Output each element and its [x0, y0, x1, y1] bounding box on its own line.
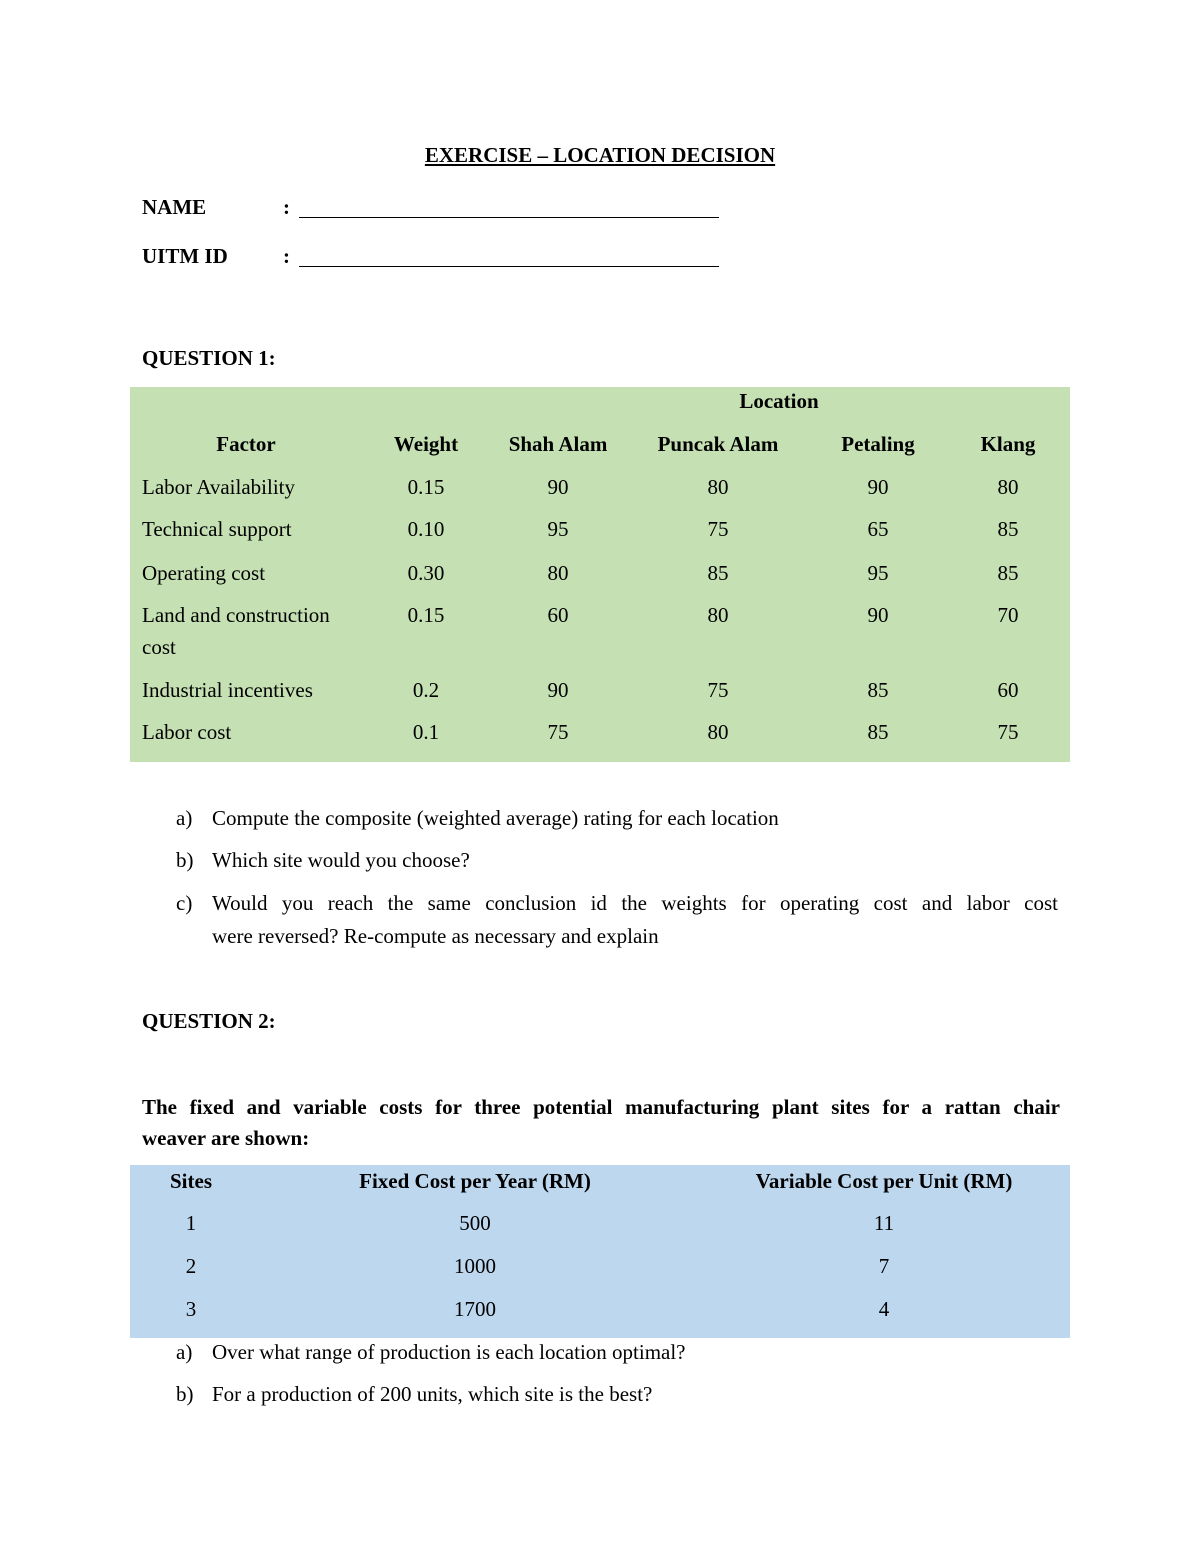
item-text-line1: Would you reach the same conclusion id the weights for operating cost and labor cost	[212, 891, 1058, 915]
q2-intro-line2: weaver are shown:	[142, 1126, 310, 1150]
item-text: Which site would you choose?	[212, 848, 470, 872]
header-weight: Weight	[393, 432, 459, 456]
rating-cell: 85	[707, 561, 729, 585]
rating-cell: 80	[707, 720, 729, 744]
header-shah-alam: Shah Alam	[508, 432, 608, 456]
variable-cost-cell: 4	[878, 1297, 890, 1321]
rating-cell: 90	[547, 475, 569, 499]
uitm-id-blank-line	[299, 266, 719, 267]
item-marker: a)	[176, 806, 193, 830]
q2-item-b	[176, 1382, 1076, 1412]
rating-cell: 75	[707, 517, 729, 541]
rating-cell: 80	[707, 603, 729, 627]
weight-cell: 0.1	[412, 720, 440, 744]
weight-cell: 0.15	[407, 603, 445, 627]
rating-cell: 90	[867, 603, 889, 627]
factor-land-construction-line2: cost	[142, 635, 176, 659]
rating-cell: 70	[997, 603, 1019, 627]
item-marker: a)	[176, 1340, 193, 1364]
rating-cell: 95	[547, 517, 569, 541]
variable-cost-cell: 11	[873, 1211, 895, 1235]
fixed-cost-cell: 500	[459, 1211, 491, 1235]
site-cost-table	[130, 1165, 1070, 1338]
item-text: Compute the composite (weighted average) rating for each location	[212, 806, 779, 830]
q1-item-a	[176, 806, 1076, 836]
item-marker: b)	[176, 1382, 194, 1406]
q2-item-a	[176, 1340, 1076, 1370]
header-sites: Sites	[170, 1169, 212, 1193]
rating-cell: 85	[997, 517, 1019, 541]
weight-cell: 0.10	[407, 517, 445, 541]
site-number: 1	[185, 1211, 197, 1235]
fixed-cost-cell: 1000	[454, 1254, 496, 1278]
rating-cell: 60	[997, 678, 1019, 702]
rating-cell: 85	[867, 678, 889, 702]
header-petaling: Petaling	[841, 432, 915, 456]
factor-land-construction-line1: Land and construction	[142, 603, 330, 627]
rating-cell: 60	[547, 603, 569, 627]
q1-item-b	[176, 848, 1076, 878]
q2-intro-line1: The fixed and variable costs for three potential manufacturing plant sites for a rattan chair	[142, 1095, 1060, 1119]
question-1-heading: QUESTION 1:	[142, 346, 276, 370]
rating-cell: 80	[547, 561, 569, 585]
header-fixed-cost: Fixed Cost per Year (RM)	[359, 1169, 591, 1193]
weight-cell: 0.2	[412, 678, 440, 702]
item-text-line2: were reversed? Re-compute as necessary and explain	[212, 924, 659, 948]
uitm-id-colon: :	[283, 244, 290, 268]
rating-cell: 65	[867, 517, 889, 541]
rating-cell: 85	[867, 720, 889, 744]
rating-cell: 90	[547, 678, 569, 702]
variable-cost-cell: 7	[878, 1254, 890, 1278]
rating-cell: 75	[707, 678, 729, 702]
factor-labor-cost: Labor cost	[142, 720, 232, 744]
location-group-header: Location	[739, 389, 819, 413]
page-title: EXERCISE – LOCATION DECISION	[424, 143, 776, 167]
rating-cell: 75	[547, 720, 569, 744]
fixed-cost-cell: 1700	[454, 1297, 496, 1321]
rating-cell: 90	[867, 475, 889, 499]
item-text: For a production of 200 units, which site is the best?	[212, 1382, 653, 1406]
header-puncak-alam: Puncak Alam	[657, 432, 779, 456]
factor-labor-availability: Labor Availability	[142, 475, 295, 499]
q1-item-c	[176, 891, 1076, 955]
name-blank-line	[299, 217, 719, 218]
weight-cell: 0.30	[407, 561, 445, 585]
header-klang: Klang	[980, 432, 1036, 456]
site-number: 3	[185, 1297, 197, 1321]
factor-industrial-incentives: Industrial incentives	[142, 678, 313, 702]
weight-cell: 0.15	[407, 475, 445, 499]
header-factor: Factor	[216, 432, 276, 456]
item-marker: c)	[176, 891, 193, 915]
location-factor-table	[130, 387, 1070, 762]
rating-cell: 75	[997, 720, 1019, 744]
question-2-heading: QUESTION 2:	[142, 1009, 276, 1033]
uitm-id-label: UITM ID	[142, 244, 228, 268]
item-text: Over what range of production is each location optimal?	[212, 1340, 686, 1364]
site-number: 2	[185, 1254, 197, 1278]
factor-technical-support: Technical support	[142, 517, 292, 541]
name-colon: :	[283, 195, 290, 219]
rating-cell: 80	[997, 475, 1019, 499]
name-label: NAME	[142, 195, 207, 219]
header-variable-cost: Variable Cost per Unit (RM)	[755, 1169, 1013, 1193]
factor-operating-cost: Operating cost	[142, 561, 266, 585]
item-marker: b)	[176, 848, 194, 872]
rating-cell: 85	[997, 561, 1019, 585]
rating-cell: 95	[867, 561, 889, 585]
rating-cell: 80	[707, 475, 729, 499]
